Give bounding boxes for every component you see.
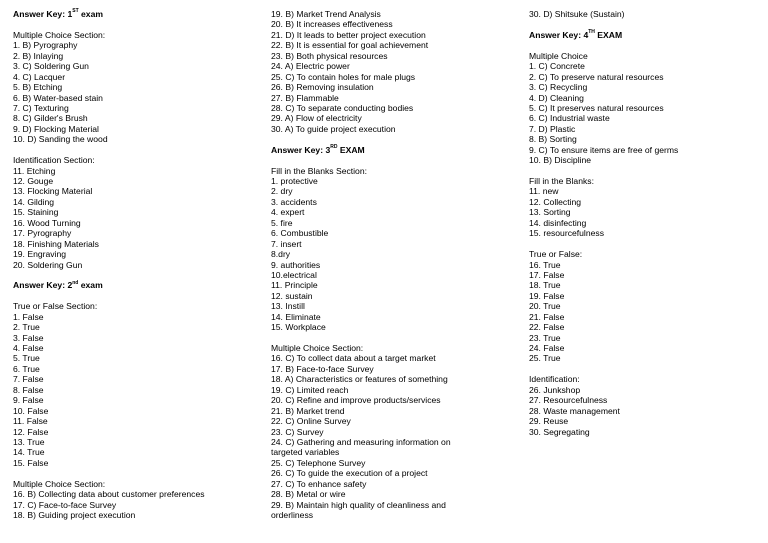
answer-key-heading xyxy=(271,145,521,155)
answer-line: 15. False xyxy=(13,457,49,468)
answer-line: 28. B) Metal or wire xyxy=(271,489,346,500)
blank-line xyxy=(13,19,263,29)
answer-line: 30. A) To guide project execution xyxy=(271,123,396,134)
answer-line: 9. D) Flocking Material xyxy=(13,123,99,134)
column-1 xyxy=(13,9,263,520)
answer-line: True or False: xyxy=(529,249,583,260)
answer-line: 14. Eliminate xyxy=(271,311,321,322)
ordinal-suffix: nd xyxy=(72,279,79,286)
answer-line: 21. D) It leads to better project execution xyxy=(271,29,426,40)
answer-line: 25. C) Telephone Survey xyxy=(271,457,366,468)
answer-line: 16. True xyxy=(529,259,561,270)
answer-line: 9. authorities xyxy=(271,259,321,270)
blank-line xyxy=(271,134,521,144)
answer-line: 3. C) Recycling xyxy=(529,82,588,93)
answer-line: Multiple Choice Section: xyxy=(13,29,106,40)
answer-line: 6. B) Water-based stain xyxy=(13,92,103,103)
answer-line: 26. Junkshop xyxy=(529,384,581,395)
answer-line: 4. False xyxy=(13,343,44,353)
answer-line: 29. B) Maintain high quality of cleanliness and xyxy=(271,499,446,510)
answer-line: 5. fire xyxy=(271,217,293,228)
answer-line: 30. Segregating xyxy=(529,426,590,437)
answer-line: 9. False xyxy=(13,395,44,406)
answer-line: 5. True xyxy=(13,353,40,364)
answer-line: Identification: xyxy=(529,374,580,385)
answer-line: 12. Gouge xyxy=(13,176,54,186)
answer-line: 11. False xyxy=(13,416,48,427)
answer-line: 22. False xyxy=(529,322,565,333)
heading-text: Answer Key: 3 xyxy=(271,144,331,155)
answer-line: 7. insert xyxy=(271,238,302,249)
answer-line: Fill in the Blanks: xyxy=(529,176,594,186)
answer-line: 29. A) Flow of electricity xyxy=(271,113,362,124)
answer-line: 17. B) Face-to-face Survey xyxy=(271,363,374,374)
ordinal-suffix: ST xyxy=(72,8,79,15)
answer-line: 15. Workplace xyxy=(271,322,326,333)
blank-line xyxy=(13,468,263,478)
answer-key-heading xyxy=(13,280,263,290)
answer-line: 12. sustain xyxy=(271,290,313,301)
blank-line xyxy=(529,40,759,50)
answer-line: 15. resourcefulness xyxy=(529,228,604,239)
answer-line: 24. A) Electric power xyxy=(271,61,350,72)
answer-line: 18. Finishing Materials xyxy=(13,238,99,249)
answer-line: 22. B) It is essential for goal achievement xyxy=(271,40,429,51)
answer-line: 5. B) Etching xyxy=(13,82,63,93)
answer-line: 19. C) Limited reach xyxy=(271,384,349,395)
answer-line: 14. Gilding xyxy=(13,196,55,207)
answer-line: 2. True xyxy=(13,322,40,333)
answer-line: 16. Wood Turning xyxy=(13,217,81,228)
blank-line xyxy=(271,155,521,165)
column-3 xyxy=(529,9,759,437)
answer-line: 20. B) It increases effectiveness xyxy=(271,19,393,30)
answer-line: Identification Section: xyxy=(13,155,95,166)
answer-line: 21. B) Market trend xyxy=(271,405,345,416)
blank-line xyxy=(529,364,759,374)
answer-line: 24. C) Gathering and measuring information on xyxy=(271,436,451,447)
answer-line: 8. False xyxy=(13,384,44,395)
answer-line: 23. True xyxy=(529,332,561,343)
answer-line: 1. C) Concrete xyxy=(529,61,585,72)
answer-line: 19. Engraving xyxy=(13,249,67,260)
answer-line: 11. Principle xyxy=(271,280,318,291)
answer-line: Fill in the Blanks Section: xyxy=(271,165,368,176)
answer-line: Multiple Choice xyxy=(529,50,588,61)
answer-line: 28. Waste management xyxy=(529,405,620,416)
answer-line: 10. False xyxy=(13,405,49,416)
answer-line: targeted variables xyxy=(271,447,340,458)
answer-line: 2. dry xyxy=(271,186,293,197)
answer-line: 6. True xyxy=(13,363,40,374)
answer-line: 12. False xyxy=(13,426,49,437)
heading-text-suffix: exam xyxy=(78,9,103,19)
answer-line: 14. disinfecting xyxy=(529,217,587,228)
answer-line: 8.dry xyxy=(271,249,291,260)
answer-line: 4. C) Lacquer xyxy=(13,71,66,82)
answer-line: 1. B) Pyrography xyxy=(13,40,78,51)
blank-line xyxy=(13,270,263,280)
answer-line: 28. C) To separate conducting bodies xyxy=(271,102,414,113)
answer-line: 6. C) Industrial waste xyxy=(529,113,610,124)
answer-line: 21. False xyxy=(529,311,565,322)
answer-line: 1. False xyxy=(13,311,44,322)
answer-line: 3. C) Soldering Gun xyxy=(13,61,89,72)
blank-line xyxy=(271,333,521,343)
answer-line: True or False Section: xyxy=(13,301,98,312)
answer-line: 30. D) Shitsuke (Sustain) xyxy=(529,9,625,19)
answer-line: 18. A) Characteristics or features of something xyxy=(271,374,448,385)
answer-line: 17. Pyrography xyxy=(13,228,72,239)
answer-line: 16. B) Collecting data about customer preferences xyxy=(13,489,205,500)
answer-line: 13. True xyxy=(13,436,45,447)
answer-key-heading xyxy=(529,30,759,40)
answer-line: 13. Flocking Material xyxy=(13,186,93,197)
answer-line: orderliness xyxy=(271,510,314,520)
heading-text: Answer Key: 4 xyxy=(529,29,589,40)
answer-line: 17. C) Face-to-face Survey xyxy=(13,499,117,510)
blank-line xyxy=(529,166,759,176)
answer-line: 9. C) To ensure items are free of germs xyxy=(529,144,679,155)
ordinal-suffix: TH xyxy=(588,29,595,36)
answer-line: 26. B) Removing insulation xyxy=(271,82,374,93)
blank-line xyxy=(13,291,263,301)
answer-line: 27. B) Flammable xyxy=(271,92,339,103)
heading-text-suffix: EXAM xyxy=(594,29,623,40)
answer-line: Multiple Choice Section: xyxy=(271,343,364,353)
answer-line: 3. False xyxy=(13,332,44,343)
answer-line: 17. False xyxy=(529,269,565,280)
heading-text-suffix: EXAM xyxy=(337,144,365,155)
answer-line: 10.electrical xyxy=(271,269,317,280)
ordinal-suffix: RD xyxy=(330,143,338,150)
answer-line: 12. Collecting xyxy=(529,196,582,207)
answer-line: 8. C) Gilder's Brush xyxy=(13,113,88,124)
answer-line: 10. B) Discipline xyxy=(529,155,592,166)
answer-line: 7. C) Texturing xyxy=(13,102,69,113)
answer-line: 24. False xyxy=(529,343,565,353)
answer-line: 25. True xyxy=(529,353,561,364)
answer-line: 7. False xyxy=(13,374,44,385)
answer-line: 23. B) Both physical resources xyxy=(271,50,388,61)
answer-line: 2. C) To preserve natural resources xyxy=(529,71,664,82)
column-2 xyxy=(271,9,521,520)
heading-text: Answer Key: 2 xyxy=(13,280,73,291)
answer-line: Multiple Choice Section: xyxy=(13,478,106,489)
answer-line: 7. D) Plastic xyxy=(529,123,576,134)
answer-line: 19. B) Market Trend Analysis xyxy=(271,9,381,19)
answer-line: 20. True xyxy=(529,301,561,312)
answer-line: 25. C) To contain holes for male plugs xyxy=(271,71,416,82)
answer-line: 20. C) Refine and improve products/services xyxy=(271,395,441,406)
answer-line: 8. B) Sorting xyxy=(529,134,577,145)
answer-line: 11. new xyxy=(529,186,559,197)
answer-line: 13. Sorting xyxy=(529,207,571,218)
answer-line: 29. Reuse xyxy=(529,416,569,427)
answer-line: 4. expert xyxy=(271,207,305,218)
answer-line: 27. C) To enhance safety xyxy=(271,478,367,489)
answer-line: 26. C) To guide the execution of a project xyxy=(271,468,428,479)
answer-key-heading xyxy=(13,9,263,19)
answer-line: 22. C) Online Survey xyxy=(271,416,351,427)
answer-line: 4. D) Cleaning xyxy=(529,92,584,103)
answer-line: 11. Etching xyxy=(13,165,56,176)
answer-line: 6. Combustible xyxy=(271,228,329,239)
blank-line xyxy=(529,239,759,249)
answer-line: 18. B) Guiding project execution xyxy=(13,510,136,520)
answer-line: 18. True xyxy=(529,280,561,291)
answer-line: 27. Resourcefulness xyxy=(529,395,608,406)
answer-line: 15. Staining xyxy=(13,207,59,218)
answer-line: 16. C) To collect data about a target market xyxy=(271,353,436,364)
answer-line: 13. Instill xyxy=(271,301,305,312)
answer-line: 19. False xyxy=(529,290,565,301)
answer-line: 23. C) Survey xyxy=(271,426,324,437)
answer-line: 1. protective xyxy=(271,176,318,186)
answer-line: 10. D) Sanding the wood xyxy=(13,134,108,145)
answer-line: 2. B) Inlaying xyxy=(13,50,64,61)
answer-line: 14. True xyxy=(13,447,45,458)
heading-text-suffix: exam xyxy=(78,280,103,291)
answer-line: 5. C) It preserves natural resources xyxy=(529,102,664,113)
blank-line xyxy=(529,19,759,29)
heading-text: Answer Key: 1 xyxy=(13,9,73,19)
answer-line: 3. accidents xyxy=(271,196,317,207)
blank-line xyxy=(13,145,263,155)
answer-line: 20. Soldering Gun xyxy=(13,259,83,270)
